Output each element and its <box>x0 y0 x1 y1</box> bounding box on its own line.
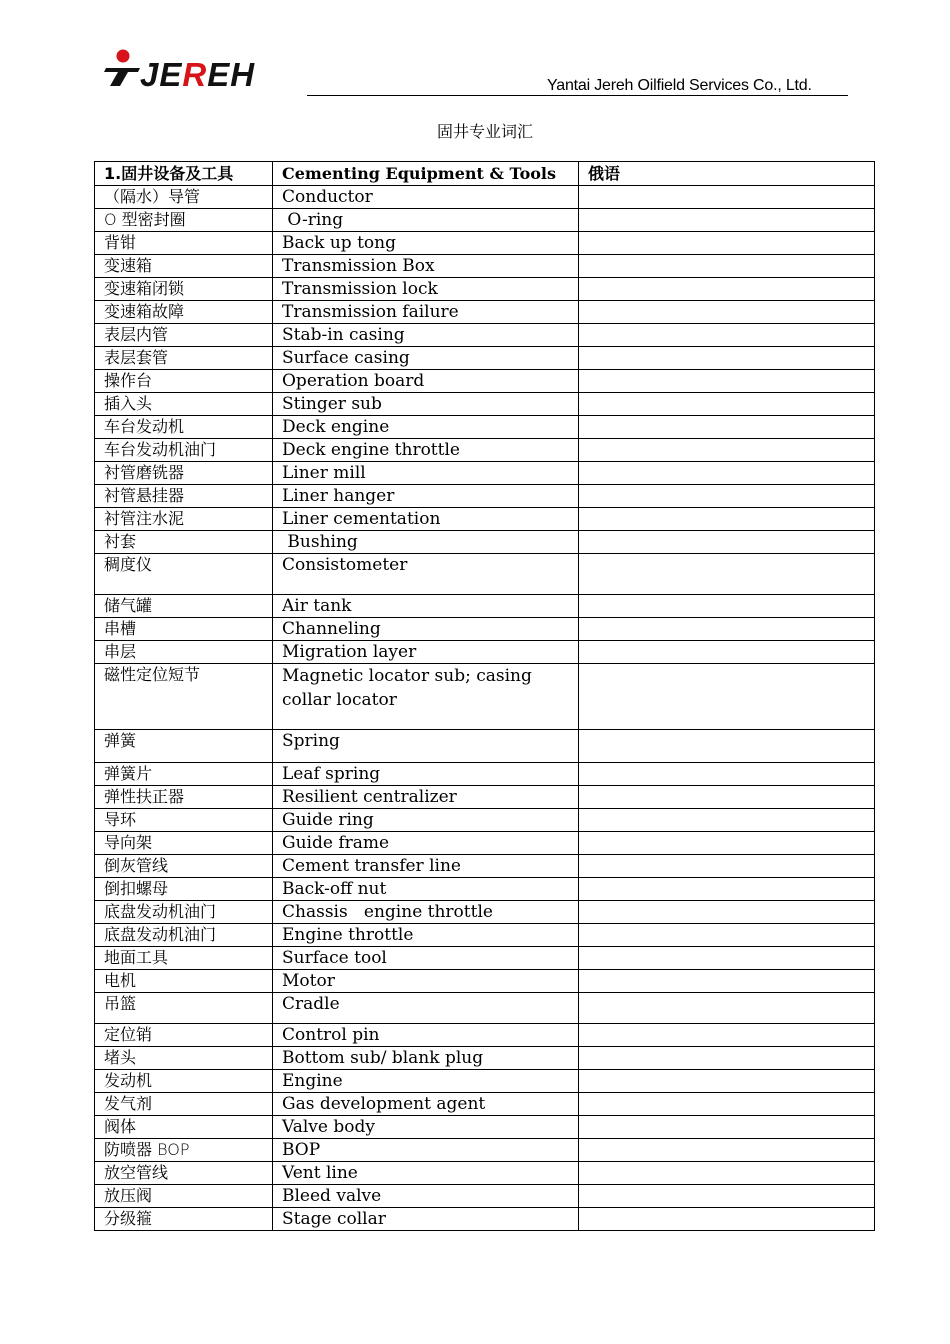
term-russian <box>579 462 875 485</box>
term-english: Stinger sub <box>273 393 579 416</box>
term-russian <box>579 832 875 855</box>
table-row <box>95 878 875 901</box>
term-english: Transmission Box <box>273 255 579 278</box>
term-chinese: 阀体 <box>95 1116 273 1139</box>
header-english: Cementing Equipment & Tools <box>273 162 579 186</box>
term-chinese: 发气剂 <box>95 1093 273 1116</box>
table-row <box>95 924 875 947</box>
table-row <box>95 508 875 531</box>
vocabulary-table <box>94 161 875 1231</box>
term-english: Stab-in casing <box>273 324 579 347</box>
term-chinese: （隔水）导管 <box>95 186 273 209</box>
term-chinese: 弹性扶正器 <box>95 786 273 809</box>
term-russian <box>579 763 875 786</box>
term-english: Guide ring <box>273 809 579 832</box>
term-chinese: 衬套 <box>95 531 273 554</box>
term-russian <box>579 641 875 664</box>
term-english: Motor <box>273 970 579 993</box>
table-row <box>95 1093 875 1116</box>
term-chinese: 吊篮 <box>95 993 273 1024</box>
term-russian <box>579 993 875 1024</box>
table-row <box>95 393 875 416</box>
term-chinese: 储气罐 <box>95 595 273 618</box>
company-name: Yantai Jereh Oilfield Services Co., Ltd. <box>547 77 812 94</box>
term-russian <box>579 1093 875 1116</box>
table-row <box>95 763 875 786</box>
term-russian <box>579 1208 875 1231</box>
term-english: Magnetic locator sub; casing collar locator <box>273 664 579 730</box>
term-english: Transmission failure <box>273 301 579 324</box>
term-chinese: 放空管线 <box>95 1162 273 1185</box>
table-row <box>95 1047 875 1070</box>
term-chinese: 地面工具 <box>95 947 273 970</box>
term-english: Valve body <box>273 1116 579 1139</box>
term-russian <box>579 947 875 970</box>
term-russian <box>579 970 875 993</box>
term-russian <box>579 324 875 347</box>
term-russian <box>579 301 875 324</box>
term-chinese: 衬管注水泥 <box>95 508 273 531</box>
term-chinese: 衬管悬挂器 <box>95 485 273 508</box>
term-english: Bottom sub/ blank plug <box>273 1047 579 1070</box>
table-row <box>95 554 875 595</box>
table-row <box>95 255 875 278</box>
term-english: Resilient centralizer <box>273 786 579 809</box>
table-row <box>95 641 875 664</box>
header-rule <box>307 95 848 96</box>
term-russian <box>579 786 875 809</box>
term-english: Channeling <box>273 618 579 641</box>
term-english: Stage collar <box>273 1208 579 1231</box>
table-row <box>95 618 875 641</box>
table-row <box>95 1024 875 1047</box>
term-russian <box>579 730 875 763</box>
term-russian <box>579 485 875 508</box>
term-english: Cement transfer line <box>273 855 579 878</box>
term-english: Operation board <box>273 370 579 393</box>
table-row <box>95 209 875 232</box>
term-russian <box>579 439 875 462</box>
term-russian <box>579 1047 875 1070</box>
term-russian <box>579 855 875 878</box>
table-row <box>95 232 875 255</box>
term-english: Migration layer <box>273 641 579 664</box>
table-row <box>95 730 875 763</box>
table-row <box>95 595 875 618</box>
term-chinese: 插入头 <box>95 393 273 416</box>
table-row <box>95 947 875 970</box>
term-english: Liner cementation <box>273 508 579 531</box>
term-english: Back-off nut <box>273 878 579 901</box>
term-english: Back up tong <box>273 232 579 255</box>
table-row <box>95 855 875 878</box>
term-english: Leaf spring <box>273 763 579 786</box>
term-chinese: 衬管磨铣器 <box>95 462 273 485</box>
term-chinese: 弹簧片 <box>95 763 273 786</box>
term-russian <box>579 1116 875 1139</box>
term-english: Conductor <box>273 186 579 209</box>
table-row <box>95 485 875 508</box>
term-chinese: 底盘发动机油门 <box>95 901 273 924</box>
term-russian <box>579 1024 875 1047</box>
term-english: Guide frame <box>273 832 579 855</box>
term-chinese: 防喷器 BOP <box>95 1139 273 1162</box>
table-row <box>95 993 875 1024</box>
term-chinese: 分级箍 <box>95 1208 273 1231</box>
term-english: Spring <box>273 730 579 763</box>
header-russian: 俄语 <box>579 162 875 186</box>
document-title: 固井专业词汇 <box>436 122 533 141</box>
table-row <box>95 1070 875 1093</box>
term-chinese: 磁性定位短节 <box>95 664 273 730</box>
term-chinese: 底盘发动机油门 <box>95 924 273 947</box>
term-english: Liner hanger <box>273 485 579 508</box>
term-chinese: O 型密封圈 <box>95 209 273 232</box>
term-russian <box>579 664 875 730</box>
term-chinese: 堵头 <box>95 1047 273 1070</box>
table-row <box>95 664 875 730</box>
term-russian <box>579 370 875 393</box>
term-english: Gas development agent <box>273 1093 579 1116</box>
term-english: Cradle <box>273 993 579 1024</box>
term-english: Engine throttle <box>273 924 579 947</box>
term-english: Liner mill <box>273 462 579 485</box>
term-russian <box>579 508 875 531</box>
table-header-row <box>95 162 875 186</box>
logo-text: JEREH <box>140 56 256 90</box>
term-chinese: 操作台 <box>95 370 273 393</box>
term-russian <box>579 186 875 209</box>
table-row <box>95 970 875 993</box>
table-row <box>95 1116 875 1139</box>
term-chinese: 弹簧 <box>95 730 273 763</box>
term-russian <box>579 878 875 901</box>
term-english: Surface casing <box>273 347 579 370</box>
table-row <box>95 278 875 301</box>
term-english: Vent line <box>273 1162 579 1185</box>
table-row <box>95 301 875 324</box>
term-english: Control pin <box>273 1024 579 1047</box>
term-russian <box>579 901 875 924</box>
table-row <box>95 370 875 393</box>
term-english: Chassis engine throttle <box>273 901 579 924</box>
term-english: BOP <box>273 1139 579 1162</box>
term-english: Bleed valve <box>273 1185 579 1208</box>
term-chinese: 表层内管 <box>95 324 273 347</box>
table-row <box>95 347 875 370</box>
term-chinese: 变速箱 <box>95 255 273 278</box>
term-english: Bushing <box>273 531 579 554</box>
term-russian <box>579 209 875 232</box>
term-russian <box>579 232 875 255</box>
term-english: Engine <box>273 1070 579 1093</box>
term-english: Transmission lock <box>273 278 579 301</box>
term-chinese: 放压阀 <box>95 1185 273 1208</box>
term-russian <box>579 618 875 641</box>
term-english: Surface tool <box>273 947 579 970</box>
term-russian <box>579 924 875 947</box>
table-row <box>95 186 875 209</box>
header-chinese: 1.固井设备及工具 <box>95 162 273 186</box>
table-row <box>95 324 875 347</box>
term-chinese: 电机 <box>95 970 273 993</box>
term-russian <box>579 1070 875 1093</box>
table-row <box>95 786 875 809</box>
term-russian <box>579 809 875 832</box>
term-chinese: 变速箱闭锁 <box>95 278 273 301</box>
term-english: Deck engine <box>273 416 579 439</box>
table-row <box>95 809 875 832</box>
term-chinese: 串槽 <box>95 618 273 641</box>
term-chinese: 串层 <box>95 641 273 664</box>
term-english: O-ring <box>273 209 579 232</box>
term-russian <box>579 278 875 301</box>
table-row <box>95 832 875 855</box>
term-russian <box>579 1185 875 1208</box>
term-chinese: 变速箱故障 <box>95 301 273 324</box>
table-row <box>95 1185 875 1208</box>
table-row <box>95 439 875 462</box>
table-row <box>95 1208 875 1231</box>
term-russian <box>579 531 875 554</box>
term-russian <box>579 416 875 439</box>
term-chinese: 导环 <box>95 809 273 832</box>
term-chinese: 背钳 <box>95 232 273 255</box>
term-chinese: 倒扣螺母 <box>95 878 273 901</box>
jereh-logo <box>104 48 304 90</box>
term-chinese: 定位销 <box>95 1024 273 1047</box>
term-russian <box>579 255 875 278</box>
table-row <box>95 1139 875 1162</box>
term-russian <box>579 1162 875 1185</box>
term-russian <box>579 1139 875 1162</box>
page-header <box>0 0 950 110</box>
table-row <box>95 416 875 439</box>
term-chinese: 车台发动机 <box>95 416 273 439</box>
term-chinese: 表层套管 <box>95 347 273 370</box>
term-russian <box>579 393 875 416</box>
term-chinese: 倒灰管线 <box>95 855 273 878</box>
term-russian <box>579 595 875 618</box>
term-russian <box>579 554 875 595</box>
term-chinese: 稠度仪 <box>95 554 273 595</box>
term-russian <box>579 347 875 370</box>
table-row <box>95 901 875 924</box>
term-chinese: 车台发动机油门 <box>95 439 273 462</box>
term-english: Consistometer <box>273 554 579 595</box>
term-chinese: 发动机 <box>95 1070 273 1093</box>
term-english: Air tank <box>273 595 579 618</box>
table-row <box>95 462 875 485</box>
term-chinese: 导向架 <box>95 832 273 855</box>
table-row <box>95 531 875 554</box>
term-english: Deck engine throttle <box>273 439 579 462</box>
table-row <box>95 1162 875 1185</box>
